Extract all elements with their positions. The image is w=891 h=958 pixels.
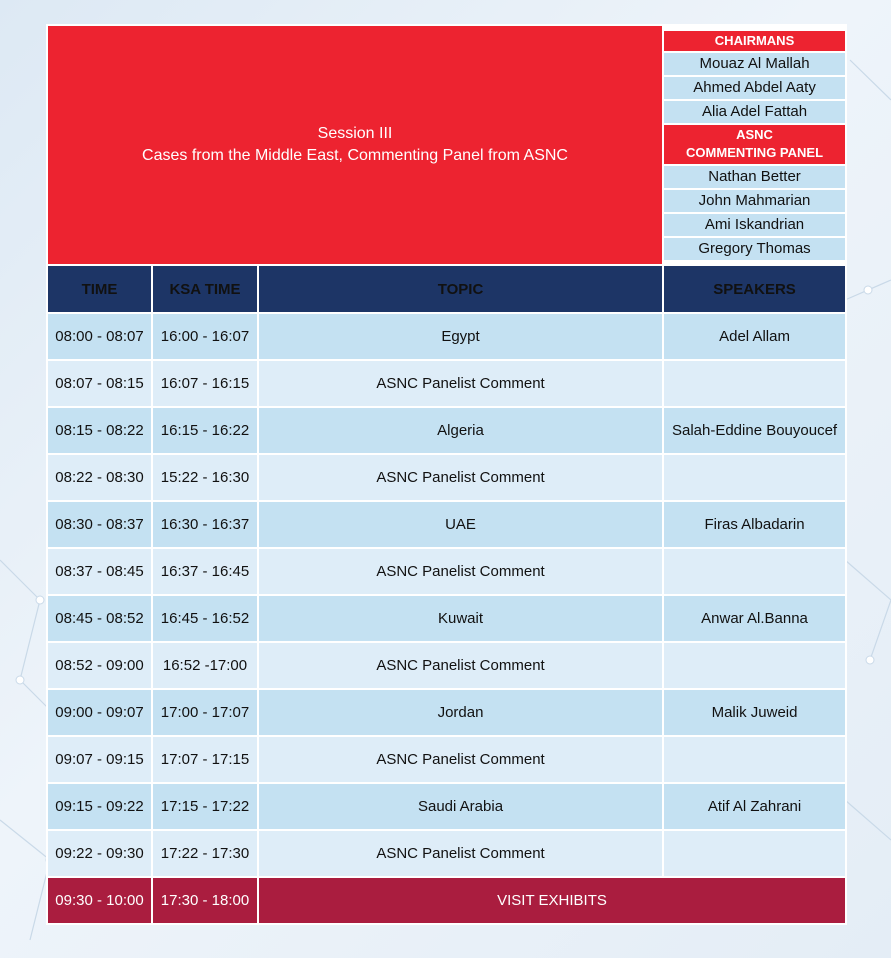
schedule-sheet <box>46 24 845 925</box>
column-header-row <box>47 265 846 313</box>
panel-member-name: John Mahmarian <box>664 190 845 214</box>
table-row <box>47 360 846 407</box>
speaker-cell: Firas Albadarin <box>663 501 846 548</box>
time-cell: 09:22 - 09:30 <box>47 830 152 877</box>
header-time: TIME <box>47 265 152 313</box>
time-cell: 09:15 - 09:22 <box>47 783 152 830</box>
topic-cell: ASNC Panelist Comment <box>258 642 663 689</box>
topic-cell: ASNC Panelist Comment <box>258 548 663 595</box>
topic-cell: Jordan <box>258 689 663 736</box>
panel-member-name: Ami Iskandrian <box>664 214 845 238</box>
panel-heading-line1: ASNC <box>736 126 773 142</box>
header-speakers: SPEAKERS <box>663 265 846 313</box>
speaker-cell: Salah-Eddine Bouyoucef <box>663 407 846 454</box>
ksa-time-cell: 16:30 - 16:37 <box>152 501 258 548</box>
header-ksa-time: KSA TIME <box>152 265 258 313</box>
topic-cell: ASNC Panelist Comment <box>258 454 663 501</box>
time-cell: 09:07 - 09:15 <box>47 736 152 783</box>
speaker-cell <box>663 548 846 595</box>
time-cell: 08:45 - 08:52 <box>47 595 152 642</box>
chairman-name: Alia Adel Fattah <box>664 101 845 125</box>
table-row <box>47 783 846 830</box>
topic-cell: ASNC Panelist Comment <box>258 360 663 407</box>
table-row <box>47 407 846 454</box>
session-banner <box>47 25 663 265</box>
panel-heading-line2: COMMENTING PANEL <box>686 144 824 160</box>
panel-heading <box>664 125 845 166</box>
session-subtitle: Cases from the Middle East, Commenting Panel from ASNC <box>142 147 568 164</box>
schedule-table <box>46 24 847 925</box>
time-cell: 08:00 - 08:07 <box>47 313 152 360</box>
ksa-time-cell: 16:15 - 16:22 <box>152 407 258 454</box>
chairman-name: Ahmed Abdel Aaty <box>664 77 845 101</box>
speaker-cell: Atif Al Zahrani <box>663 783 846 830</box>
session-title: Session III <box>317 125 393 142</box>
topic-cell: Algeria <box>258 407 663 454</box>
topic-cell: ASNC Panelist Comment <box>258 736 663 783</box>
ksa-time-cell: 17:15 - 17:22 <box>152 783 258 830</box>
table-row <box>47 689 846 736</box>
visit-exhibits-row <box>47 877 846 924</box>
speaker-cell <box>663 830 846 877</box>
ksa-time-cell: 16:45 - 16:52 <box>152 595 258 642</box>
time-cell: 08:22 - 08:30 <box>47 454 152 501</box>
ksa-time-cell: 17:22 - 17:30 <box>152 830 258 877</box>
topic-cell: Saudi Arabia <box>258 783 663 830</box>
header-topic: TOPIC <box>258 265 663 313</box>
speaker-cell <box>663 360 846 407</box>
time-cell: 08:30 - 08:37 <box>47 501 152 548</box>
ksa-time-cell: 16:52 -17:00 <box>152 642 258 689</box>
table-row <box>47 501 846 548</box>
time-cell: 08:52 - 09:00 <box>47 642 152 689</box>
table-row <box>47 830 846 877</box>
ksa-time-cell: 17:30 - 18:00 <box>152 877 258 924</box>
speaker-cell <box>663 642 846 689</box>
ksa-time-cell: 16:00 - 16:07 <box>152 313 258 360</box>
ksa-time-cell: 16:07 - 16:15 <box>152 360 258 407</box>
chairman-name: Mouaz Al Mallah <box>664 53 845 77</box>
ksa-time-cell: 16:37 - 16:45 <box>152 548 258 595</box>
table-row <box>47 642 846 689</box>
speaker-cell: Malik Juweid <box>663 689 846 736</box>
time-cell: 08:37 - 08:45 <box>47 548 152 595</box>
table-row <box>47 595 846 642</box>
topic-cell: UAE <box>258 501 663 548</box>
panel-member-name: Nathan Better <box>664 166 845 190</box>
speaker-cell <box>663 454 846 501</box>
visit-exhibits-label: VISIT EXHIBITS <box>258 877 846 924</box>
topic-cell: Egypt <box>258 313 663 360</box>
chairmans-heading: CHAIRMANS <box>664 31 845 53</box>
topic-cell: ASNC Panelist Comment <box>258 830 663 877</box>
ksa-time-cell: 17:07 - 17:15 <box>152 736 258 783</box>
speaker-cell: Adel Allam <box>663 313 846 360</box>
speaker-cell: Anwar Al.Banna <box>663 595 846 642</box>
table-row <box>47 313 846 360</box>
time-cell: 08:07 - 08:15 <box>47 360 152 407</box>
table-row <box>47 736 846 783</box>
speaker-cell <box>663 736 846 783</box>
panel-member-name: Gregory Thomas <box>664 238 845 260</box>
ksa-time-cell: 15:22 - 16:30 <box>152 454 258 501</box>
time-cell: 09:30 - 10:00 <box>47 877 152 924</box>
time-cell: 08:15 - 08:22 <box>47 407 152 454</box>
side-panel <box>663 25 846 265</box>
topic-cell: Kuwait <box>258 595 663 642</box>
table-row <box>47 454 846 501</box>
ksa-time-cell: 17:00 - 17:07 <box>152 689 258 736</box>
session-header-row <box>47 25 846 265</box>
time-cell: 09:00 - 09:07 <box>47 689 152 736</box>
table-row <box>47 548 846 595</box>
